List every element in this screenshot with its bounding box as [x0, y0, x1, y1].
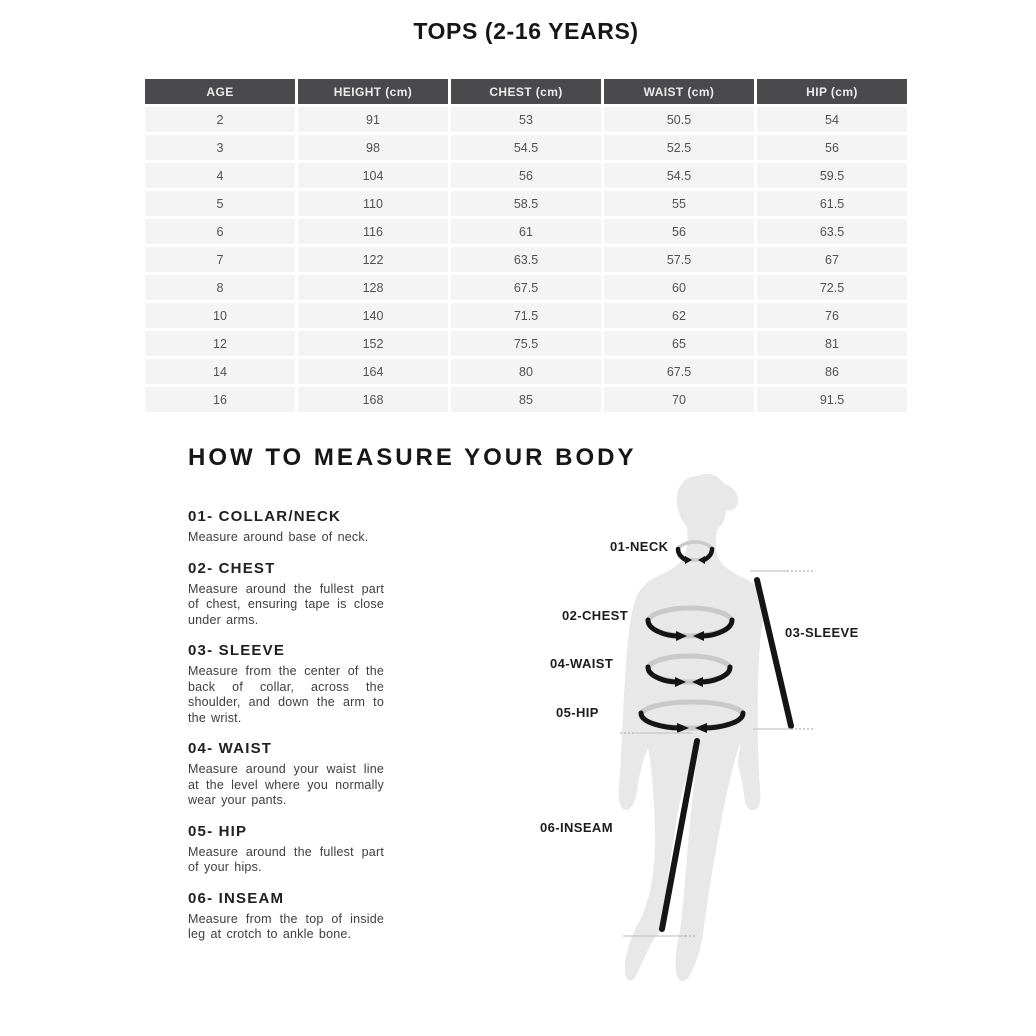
table-header-cell: WAIST (cm)	[604, 79, 754, 104]
table-header-row	[145, 79, 907, 104]
table-cell: 116	[298, 219, 448, 244]
table-cell: 52.5	[604, 135, 754, 160]
instruction-collar-neck	[188, 508, 388, 546]
table-cell: 56	[451, 163, 601, 188]
diagram-label-sleeve: 03-SLEEVE	[785, 625, 859, 640]
instruction-text: Measure around base of neck.	[188, 530, 369, 544]
table-cell: 75.5	[451, 331, 601, 356]
table-header-cell: AGE	[145, 79, 295, 104]
table-cell: 2	[145, 107, 295, 132]
table-cell: 81	[757, 331, 907, 356]
table-cell: 128	[298, 275, 448, 300]
instruction-inseam	[188, 890, 388, 943]
instruction-waist	[188, 740, 388, 809]
table-cell: 14	[145, 359, 295, 384]
table-cell: 16	[145, 387, 295, 412]
table-cell: 61.5	[757, 191, 907, 216]
table-row	[145, 163, 907, 188]
table-cell: 4	[145, 163, 295, 188]
table-row	[145, 219, 907, 244]
instruction-text: Measure from the center of the back of collar, across the shoulder, and down the arm to the wrist.	[188, 664, 384, 725]
table-row	[145, 107, 907, 132]
instruction-hip	[188, 823, 388, 876]
table-row	[145, 191, 907, 216]
table-cell: 104	[298, 163, 448, 188]
table-header-cell: CHEST (cm)	[451, 79, 601, 104]
table-cell: 58.5	[451, 191, 601, 216]
size-table-head	[145, 79, 907, 104]
table-cell: 8	[145, 275, 295, 300]
table-cell: 140	[298, 303, 448, 328]
table-cell: 71.5	[451, 303, 601, 328]
measure-instructions	[188, 508, 388, 957]
instruction-label: 01- COLLAR/NECK	[188, 508, 342, 525]
sleeve-length-line	[757, 580, 791, 726]
table-cell: 98	[298, 135, 448, 160]
table-cell: 60	[604, 275, 754, 300]
instruction-sleeve	[188, 642, 388, 726]
table-cell: 12	[145, 331, 295, 356]
table-header-cell: HIP (cm)	[757, 79, 907, 104]
page-title: TOPS (2-16 YEARS)	[413, 18, 639, 44]
table-cell: 122	[298, 247, 448, 272]
instruction-text: Measure around your waist line at the level where you normally wear your pants.	[188, 762, 384, 807]
table-row	[145, 303, 907, 328]
table-cell: 56	[757, 135, 907, 160]
table-cell: 67	[757, 247, 907, 272]
size-table-body	[145, 107, 907, 412]
table-cell: 61	[451, 219, 601, 244]
table-cell: 70	[604, 387, 754, 412]
table-header-cell: HEIGHT (cm)	[298, 79, 448, 104]
table-cell: 76	[757, 303, 907, 328]
table-cell: 59.5	[757, 163, 907, 188]
table-cell: 54.5	[604, 163, 754, 188]
diagram-label-inseam: 06-INSEAM	[540, 820, 613, 835]
table-cell: 5	[145, 191, 295, 216]
diagram-label-hip: 05-HIP	[556, 705, 599, 720]
table-cell: 3	[145, 135, 295, 160]
table-cell: 67.5	[451, 275, 601, 300]
table-row	[145, 359, 907, 384]
instruction-text: Measure around the fullest part of chest, ensuring tape is close under arms.	[188, 581, 384, 627]
table-cell: 86	[757, 359, 907, 384]
table-cell: 80	[451, 359, 601, 384]
table-cell: 63.5	[757, 219, 907, 244]
table-cell: 91.5	[757, 387, 907, 412]
diagram-label-chest: 02-CHEST	[562, 608, 629, 623]
table-row	[145, 275, 907, 300]
instruction-text: Measure from the top of inside leg at crotch to ankle bone.	[188, 911, 384, 941]
table-cell: 164	[298, 359, 448, 384]
instruction-label: 06- INSEAM	[188, 889, 285, 907]
size-table	[142, 76, 910, 415]
instruction-label: 05- HIP	[188, 822, 248, 840]
table-cell: 50.5	[604, 107, 754, 132]
table-row	[145, 331, 907, 356]
table-cell: 67.5	[604, 359, 754, 384]
table-cell: 54	[757, 107, 907, 132]
instruction-text: Measure around the fullest part of your hips.	[188, 844, 384, 874]
table-cell: 55	[604, 191, 754, 216]
body-diagram-svg	[535, 470, 867, 1015]
table-cell: 91	[298, 107, 448, 132]
body-diagram	[535, 470, 867, 1015]
table-cell: 62	[604, 303, 754, 328]
table-row	[145, 247, 907, 272]
table-cell: 63.5	[451, 247, 601, 272]
table-row	[145, 387, 907, 412]
diagram-label-neck: 01-NECK	[610, 539, 669, 554]
instruction-chest	[188, 560, 388, 629]
table-cell: 72.5	[757, 275, 907, 300]
instruction-label: 02- CHEST	[188, 559, 276, 577]
table-cell: 57.5	[604, 247, 754, 272]
table-cell: 6	[145, 219, 295, 244]
table-cell: 56	[604, 219, 754, 244]
table-cell: 168	[298, 387, 448, 412]
instruction-label: 03- SLEEVE	[188, 642, 286, 659]
table-cell: 110	[298, 191, 448, 216]
table-cell: 54.5	[451, 135, 601, 160]
table-cell: 85	[451, 387, 601, 412]
table-cell: 10	[145, 303, 295, 328]
table-cell: 65	[604, 331, 754, 356]
table-cell: 152	[298, 331, 448, 356]
table-row	[145, 135, 907, 160]
table-cell: 7	[145, 247, 295, 272]
how-to-heading: HOW TO MEASURE YOUR BODY	[188, 444, 637, 471]
diagram-label-waist: 04-WAIST	[550, 656, 614, 671]
table-cell: 53	[451, 107, 601, 132]
instruction-label: 04- WAIST	[188, 740, 273, 757]
